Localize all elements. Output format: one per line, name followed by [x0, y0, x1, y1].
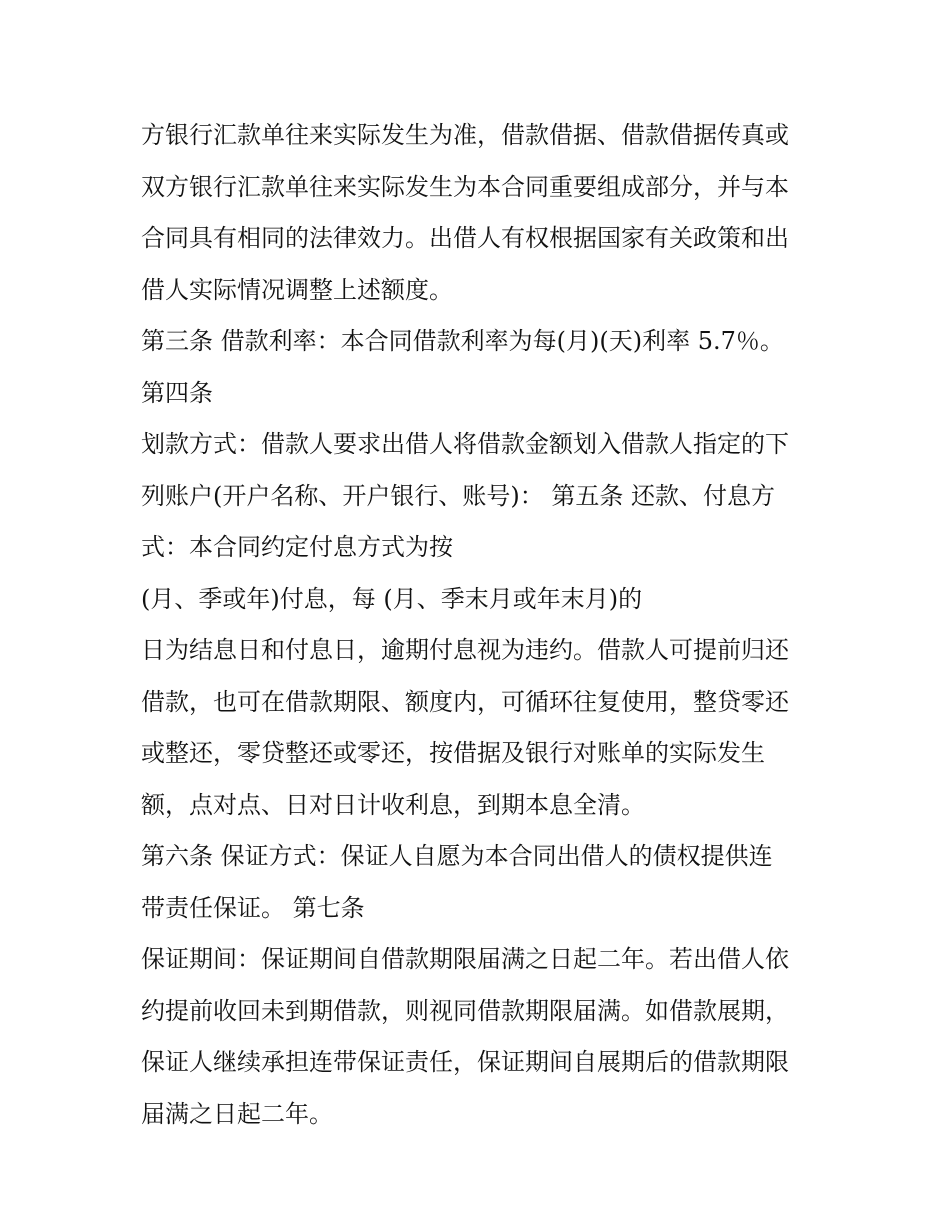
text-line: 双方银行汇款单往来实际发生为本合同重要组成部分，并与本 [141, 172, 789, 201]
text-line: 额，点对点、日对日计收利息，到期本息全清。 [141, 790, 645, 819]
text-line: 借人实际情况调整上述额度。 [141, 275, 453, 304]
text-line: 届满之日起二年。 [141, 1099, 333, 1128]
text-line: 约提前收回未到期借款，则视同借款期限届满。如借款展期， [141, 996, 789, 1025]
contract-body-text [141, 110, 821, 1140]
text-line: (月、季或年)付息，每 (月、季末月或年末月)的 [141, 584, 643, 613]
text-line: 带责任保证。 第七条 [141, 893, 365, 922]
text-line: 列账户(开户名称、开户银行、账号)： 第五条 还款、付息方 [141, 481, 775, 510]
article-6-guarantee-method: 第六条 保证方式：保证人自愿为本合同出借人的债权提供连 [141, 842, 773, 870]
text-line: 式：本合同约定付息方式为按 [141, 533, 453, 561]
article-7-guarantee-period: 保证期间：保证期间自借款期限届满之日起二年。若出借人依 [141, 945, 789, 973]
text-line: 保证人继续承担连带保证责任，保证期间自展期后的借款期限 [141, 1048, 789, 1076]
text-line: 合同具有相同的法律效力。出借人有权根据国家有关政策和出 [141, 224, 789, 252]
text-line: 借款，也可在借款期限、额度内，可循环往复使用，整贷零还 [141, 687, 789, 716]
article-4-heading: 第四条 [141, 378, 213, 407]
text-line: 或整还，零贷整还或零还，按借据及银行对账单的实际发生 [141, 739, 765, 767]
article-3-interest-rate: 第三条 借款利率：本合同借款利率为每(月)(天)利率 5.7％。 [141, 327, 784, 355]
text-line: 日为结息日和付息日，逾期付息视为违约。借款人可提前归还 [141, 636, 789, 664]
text-line: 方银行汇款单往来实际发生为准，借款借据、借款借据传真或 [141, 121, 789, 149]
text-line: 划款方式：借款人要求出借人将借款金额划入借款人指定的下 [141, 430, 789, 458]
